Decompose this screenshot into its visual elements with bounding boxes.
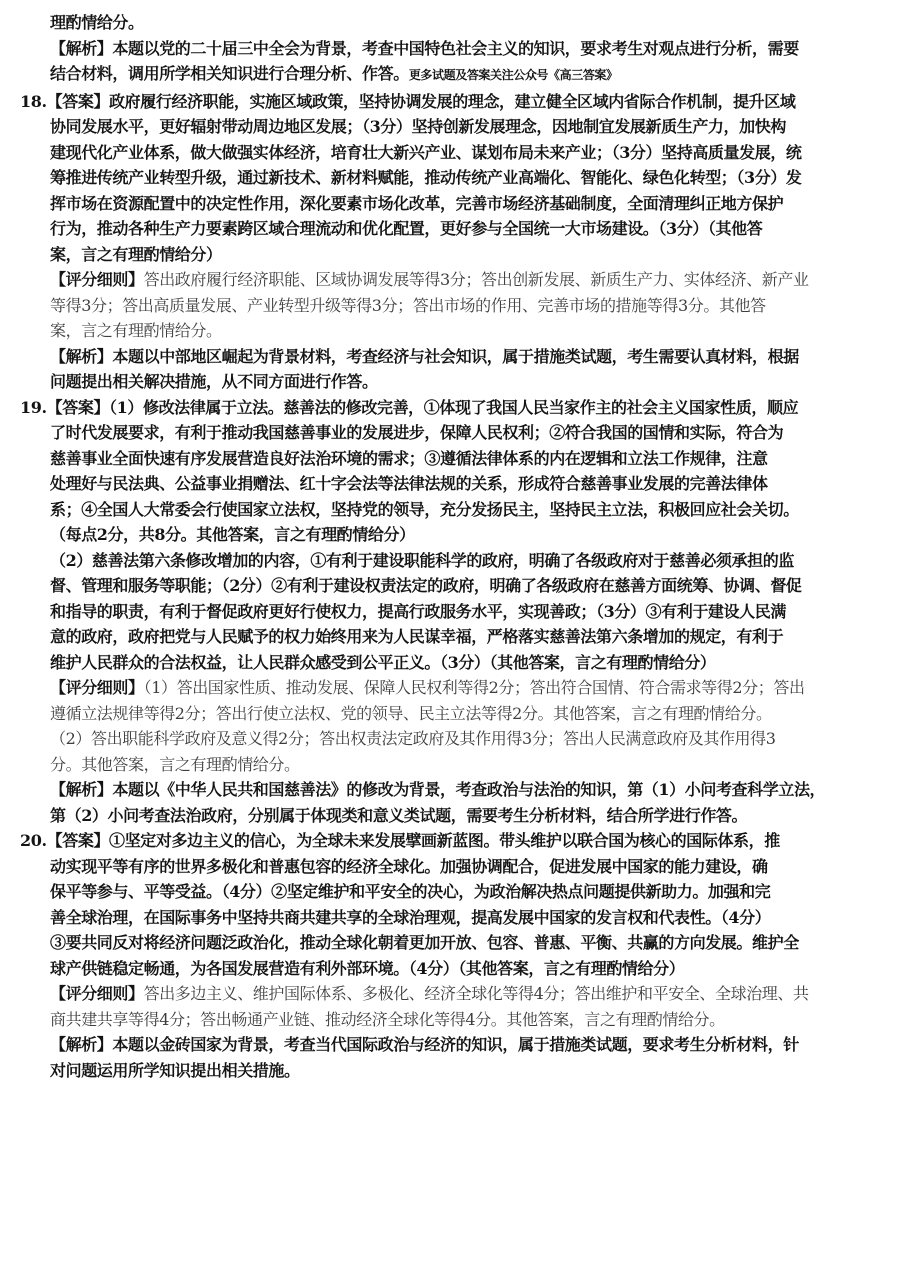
q17-analysis-line-1 [20, 36, 886, 62]
question-20 [20, 828, 886, 1083]
analysis-text: 本题以金砖国家为背景，考查当代国际政治与经济的知识，属于措施类试题，要求考生分析材料，针 [112, 1035, 799, 1054]
question-18 [20, 89, 886, 395]
promo-note: 更多试题及答案关注公众号《高三答案》 [408, 68, 618, 82]
q20-analysis-line: 对问题运用所学知识提出相关措施。 [50, 1060, 300, 1080]
q19-analysis-line-1 [20, 777, 886, 803]
q19-detail-line: 遵循立法规律等得2分；答出行使立法权、党的领导、民主立法等得2分。其他答案，言之有理酌情给分。 [50, 703, 772, 723]
q17-scoring-tail: 理酌情给分。 [50, 13, 144, 32]
q18-analysis-line: 问题提出相关解决措施，从不同方面进行作答。 [50, 372, 378, 391]
q18-answer-line-1 [20, 89, 886, 115]
q20-answer-line-1 [20, 828, 886, 854]
q18-detail-line-1 [20, 267, 886, 293]
analysis-tag: 【解析】 [50, 1035, 113, 1054]
scoring-detail-text: （1）答出国家性质、推动发展、保障人民权利等得2分；答出符合国情、符合需求等得2分；答出 [143, 678, 805, 697]
question-19 [20, 395, 886, 829]
q19-answer-line: （每点2分，共8分。其他答案，言之有理酌情给分） [50, 525, 415, 544]
scoring-detail-tag: 【评分细则】 [50, 984, 144, 1003]
q17-analysis-line-2 [20, 61, 886, 89]
analysis-text: 本题以党的二十届三中全会为背景，考查中国特色社会主义的知识，要求考生对观点进行分析，需要 [112, 38, 799, 58]
analysis-tag: 【解析】 [50, 38, 113, 58]
q19-answer-line: 意的政府，政府把党与人民赋予的权力始终用来为人民谋幸福，严格落实慈善法第六条增加的规定，有利于 [50, 627, 784, 646]
question-number: 20. [20, 831, 47, 850]
question-17-tail [20, 10, 886, 89]
q18-answer-line: 案，言之有理酌情给分） [50, 244, 222, 264]
q19-analysis-line: 第（2）小问考查法治政府，分别属于体现类和意义类试题，需要考生分析材料，结合所学进行作答。 [50, 805, 748, 825]
answer-text: 政府履行经济职能，实施区域政策，坚持协调发展的理念，建立健全区域内省际合作机制，提升区域 [109, 91, 796, 111]
answer-tag: 【答案】 [46, 831, 110, 850]
q20-analysis-line-1 [20, 1032, 886, 1058]
answer-text: ①坚定对多边主义的信心，为全球未来发展擘画新蓝图。带头维护以联合国为核心的国际体系，推 [109, 831, 780, 850]
scoring-detail-tag: 【评分细则】 [50, 270, 144, 289]
q19-answer-line: 系；④全国人大常委会行使国家立法权，坚持党的领导，充分发扬民主，坚持民主立法，积极回应社会关切。 [50, 499, 799, 519]
q20-answer-line: 动实现平等有序的世界多极化和普惠包容的经济全球化。加强协调配合，促进发展中国家的能力建设，确 [50, 856, 768, 876]
q19-answer-line: （2）慈善法第六条修改增加的内容，①有利于建设职能科学的政府，明确了各级政府对于慈善必须承担的监 [50, 550, 794, 570]
q18-answer-line: 行为，推动各种生产力要素跨区域合理流动和优化配置，更好参与全国统一大市场建设。（3分）（其他答 [50, 219, 763, 238]
question-number: 18. [20, 91, 47, 111]
q20-detail-line-1 [20, 981, 886, 1007]
q19-answer-line: 处理好与民法典、公益事业捐赠法、红十字会法等法律法规的关系，形成符合慈善事业发展的完善法律体 [50, 474, 768, 493]
q19-answer-line: 了时代发展要求，有利于推动我国慈善事业的发展进步，保障人民权利；②符合我国的国情和实际，符合为 [50, 423, 784, 442]
question-number: 19. [20, 397, 47, 417]
q20-answer-line: 保平等参与、平等受益。（4分）②坚定维护和平安全的决心，为政治解决热点问题提供新助力。加强和完 [50, 882, 771, 901]
q18-detail-line: 等得3分；答出高质量发展、产业转型升级等得3分；答出市场的作用、完善市场的措施等得3分。其他答 [50, 295, 766, 315]
q20-answer-line: ③要共同反对将经济问题泛政治化，推动全球化朝着更加开放、包容、普惠、平衡、共赢的方向发展。维护全 [50, 933, 799, 952]
q20-answer-line: 善全球治理，在国际事务中坚持共商共建共享的全球治理观，提高发展中国家的发言权和代表性。（4分） [50, 907, 771, 927]
q18-answer-line: 建现代化产业体系，做大做强实体经济，培育壮大新兴产业、谋划布局未来产业；（3分）坚持高质量发展，统 [50, 142, 802, 162]
q19-answer-line-1 [20, 395, 886, 421]
q19-answer-line: 维护人民群众的合法权益，让人民群众感受到公平正义。（3分）（其他答案，言之有理酌情给分） [50, 652, 716, 672]
scoring-detail-text: 答出多边主义、维护国际体系、多极化、经济全球化等得4分；答出维护和平安全、全球治理、共 [143, 984, 809, 1003]
answer-text: （1）修改法律属于立法。慈善法的修改完善，①体现了我国人民当家作主的社会主义国家性质，顺应 [109, 397, 799, 417]
analysis-text: 结合材料，调用所学相关知识进行合理分析、作答。 [50, 64, 409, 83]
q20-detail-line: 商共建共享等得4分；答出畅通产业链、推动经济全球化等得4分。其他答案，言之有理酌情给分。 [50, 1009, 725, 1029]
q18-answer-line: 协同发展水平，更好辐射带动周边地区发展；（3分）坚持创新发展理念，因地制宜发展新质生产力，加快构 [50, 117, 786, 136]
answer-tag: 【答案】 [46, 397, 110, 417]
q18-analysis-line-1 [20, 344, 886, 370]
q19-answer-line: 督、管理和服务等职能；（2分）②有利于建设权责法定的政府，明确了各级政府在慈善方面统筹、协调、督促 [50, 576, 802, 595]
analysis-text: 本题以中部地区崛起为背景材料，考查经济与社会知识，属于措施类试题，考生需要认真材料，根据 [112, 346, 799, 366]
q20-answer-line: 球产供链稳定畅通，为各国发展营造有利外部环境。（4分）（其他答案，言之有理酌情给分） [50, 958, 685, 978]
analysis-text: 本题以《中华人民共和国慈善法》的修改为背景，考查政治与法治的知识，第（1）小问考查科学立法， [112, 780, 826, 799]
scoring-detail-text: 答出政府履行经济职能、区域协调发展等得3分；答出创新发展、新质生产力、实体经济、新产业 [143, 270, 809, 289]
answer-tag: 【答案】 [46, 91, 110, 111]
q18-answer-line: 挥市场在资源配置中的决定性作用，深化要素市场化改革，完善市场经济基础制度，全面清理纠正地方保护 [50, 193, 784, 213]
q18-answer-line: 筹推进传统产业转型升级，通过新技术、新材料赋能，推动传统产业高端化、智能化、绿色化转型；（3分）发 [50, 168, 802, 187]
scoring-detail-tag: 【评分细则】 [50, 678, 144, 697]
analysis-tag: 【解析】 [50, 346, 113, 366]
q19-answer-line: 和指导的职责，有利于督促政府更好行使权力，提高行政服务水平，实现善政；（3分）③有利于建设人民满 [50, 601, 786, 621]
analysis-tag: 【解析】 [50, 780, 113, 799]
q19-detail-line: （2）答出职能科学政府及意义得2分；答出权责法定政府及其作用得3分；答出人民满意政府及其作用得3 [50, 729, 776, 748]
q19-answer-line: 慈善事业全面快速有序发展营造良好法治环境的需求；③遵循法律体系的内在逻辑和立法工作规律，注意 [50, 448, 768, 468]
q18-detail-line: 案，言之有理酌情给分。 [50, 321, 222, 340]
q19-detail-line-1 [20, 675, 886, 701]
q19-detail-line: 分。其他答案，言之有理酌情给分。 [50, 754, 300, 774]
